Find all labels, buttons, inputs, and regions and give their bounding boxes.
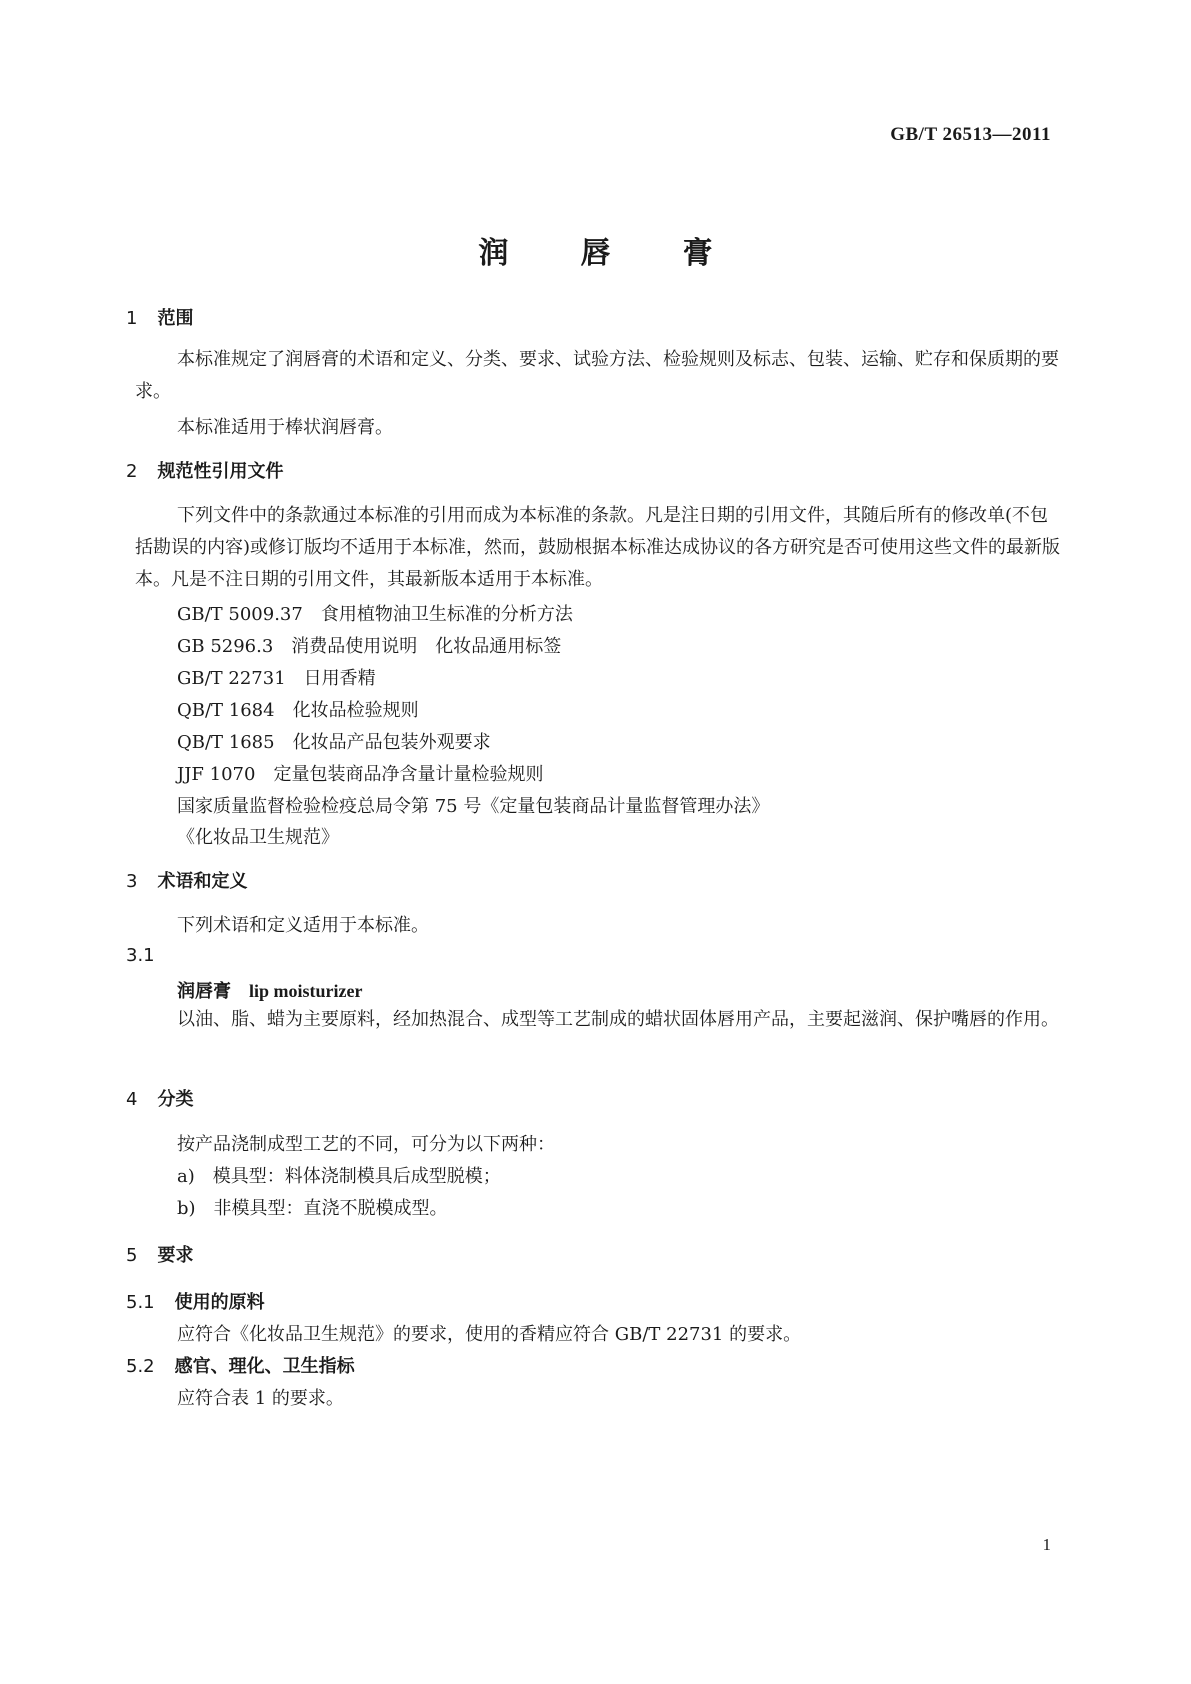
- section-title: 要求: [157, 1245, 194, 1266]
- section-title: 使用的原料: [174, 1292, 265, 1313]
- section-2-paragraph: 下列文件中的条款通过本标准的引用而成为本标准的条款。凡是注日期的引用文件，其随后所有的修改单(不包括勘误的内容)或修订版均不适用于本标准，然而，鼓励根据本标准达成协议的各方研究是否可使用这些文件的最新版本。凡是不注日期的引用文件，其最新版本适用于本标准。: [135, 505, 1061, 590]
- reference-item: GB 5296.3 消费品使用说明 化妆品通用标签: [177, 636, 562, 657]
- section-title: 感官、理化、卫生指标: [174, 1356, 355, 1377]
- reference-item: 国家质量监督检验检疫总局令第 75 号《定量包装商品计量监督管理办法》: [177, 796, 770, 817]
- reference-item: 《化妆品卫生规范》: [177, 827, 339, 848]
- list-item-a: a) 模具型：料体浇制模具后成型脱模；: [177, 1166, 501, 1187]
- section-4-paragraph: 按产品浇制成型工艺的不同，可分为以下两种：: [177, 1134, 555, 1155]
- subsection-5-2-heading: [126, 1352, 355, 1378]
- section-title: 分类: [157, 1089, 194, 1110]
- reference-item: QB/T 1685 化妆品产品包装外观要求: [177, 732, 491, 753]
- term-english: lip moisturizer: [249, 981, 363, 1001]
- section-5-heading: [126, 1241, 193, 1267]
- section-number: 5.2: [126, 1356, 155, 1377]
- subsection-5-1-paragraph: 应符合《化妆品卫生规范》的要求，使用的香精应符合 GB/T 22731 的要求。: [177, 1324, 802, 1345]
- section-1-paragraph-2: 本标准适用于棒状润唇膏。: [177, 417, 393, 438]
- reference-item: JJF 1070 定量包装商品净含量计量检验规则: [177, 764, 544, 785]
- section-2-heading: [126, 457, 283, 483]
- section-number: 4: [126, 1089, 138, 1110]
- title-char-2: 唇: [580, 236, 611, 271]
- section-number: 2: [126, 461, 138, 482]
- subsection-5-1-heading: [126, 1288, 265, 1314]
- term-chinese: 润唇膏: [177, 981, 231, 1002]
- title-char-1: 润: [478, 236, 509, 271]
- term-definition: 以油、脂、蜡为主要原料，经加热混合、成型等工艺制成的蜡状固体唇用产品，主要起滋润、保护嘴唇的作用。: [177, 1009, 1059, 1030]
- subsection-5-2-paragraph: 应符合表 1 的要求。: [177, 1388, 344, 1409]
- section-3-heading: [126, 867, 247, 893]
- section-number: 5.1: [126, 1292, 155, 1313]
- section-1-paragraph-1: 本标准规定了润唇膏的术语和定义、分类、要求、试验方法、检验规则及标志、包装、运输、贮存和保质期的要求。: [135, 349, 1059, 402]
- section-number: 5: [126, 1245, 138, 1266]
- section-title: 范围: [157, 308, 194, 329]
- title-char-3: 膏: [682, 236, 713, 271]
- reference-item: GB/T 5009.37 食用植物油卫生标准的分析方法: [177, 604, 573, 625]
- list-item-b: b) 非模具型：直浇不脱模成型。: [177, 1198, 448, 1219]
- section-1-heading: [126, 304, 193, 330]
- standard-number: GB/T 26513—2011: [890, 124, 1051, 145]
- section-title: 规范性引用文件: [157, 461, 284, 482]
- document-title: [0, 228, 1191, 272]
- section-number: 3: [126, 871, 138, 892]
- section-title: 术语和定义: [157, 871, 248, 892]
- section-number: 1: [126, 308, 138, 329]
- section-4-heading: [126, 1085, 193, 1111]
- subsection-3-1-number: 3.1: [126, 945, 155, 966]
- reference-item: GB/T 22731 日用香精: [177, 668, 376, 689]
- reference-item: QB/T 1684 化妆品检验规则: [177, 700, 419, 721]
- section-3-paragraph: 下列术语和定义适用于本标准。: [177, 915, 429, 936]
- page-number: 1: [1042, 1535, 1051, 1554]
- term-entry: [177, 977, 362, 1003]
